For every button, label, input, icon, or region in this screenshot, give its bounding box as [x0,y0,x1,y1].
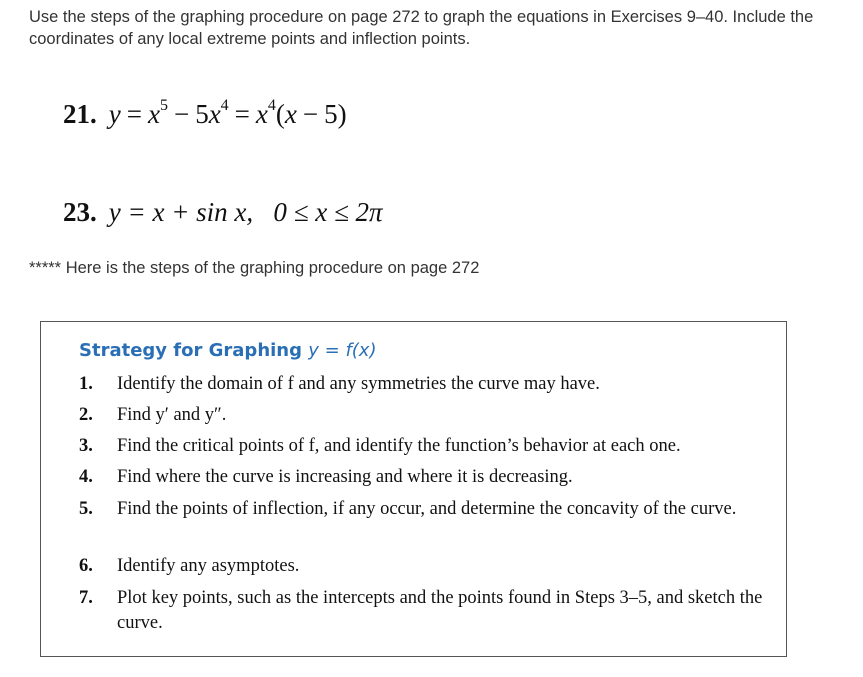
math-exp: 4 [220,97,229,114]
math-x: x [208,99,221,129]
exercise-23 [63,197,383,228]
math-exp: 5 [159,97,168,114]
math-minus: − [302,99,319,129]
math-y: y [108,99,121,129]
instructions-text: Use the steps of the graphing procedure on page 272 to graph the equations in Exercises 9–40. Include the coordinates of any local extreme points and inflection points. [29,8,814,48]
math-x: x [147,99,160,129]
note-text: ***** Here is the steps of the graphing procedure on page 272 [29,259,480,277]
exercise-21: 21. $y = x^5 - 5x^4 = x^4(x - 5)$ [63,97,347,129]
math-x: x [255,99,268,129]
math-expression: y = x + sin x, [108,197,254,227]
math-equals: = [234,99,250,129]
strategy-box: Strategy for Graphing y = f(x) 1. Identify the domain of f and any symmetries the curve may have. 2. Find y′ and y″. 3. Find the critical points of f, and identify the function’s behavior at each one. 4. Find where the curve is increasing and where it is decreasing. 5. Find the points of inflection, if any occur, and determine the concavity of the curve. 6. Identify any asymptotes. 7. Plot key points, such as the intercepts and the points found in Steps 3–5, and sketch the curve. [40,321,787,657]
math-minus: − [173,99,190,129]
exercise-number: 21. [63,99,97,129]
math-condition: 0 ≤ x ≤ 2π [273,197,383,227]
math-exp: 4 [267,97,276,114]
box-title: Strategy for Graphing y = f(x) [79,340,377,361]
math-paren-close: 5) [324,99,347,129]
exercise-number: 23. [63,197,97,227]
math-paren-open: (x [275,99,297,129]
math-equals: = [126,99,142,129]
